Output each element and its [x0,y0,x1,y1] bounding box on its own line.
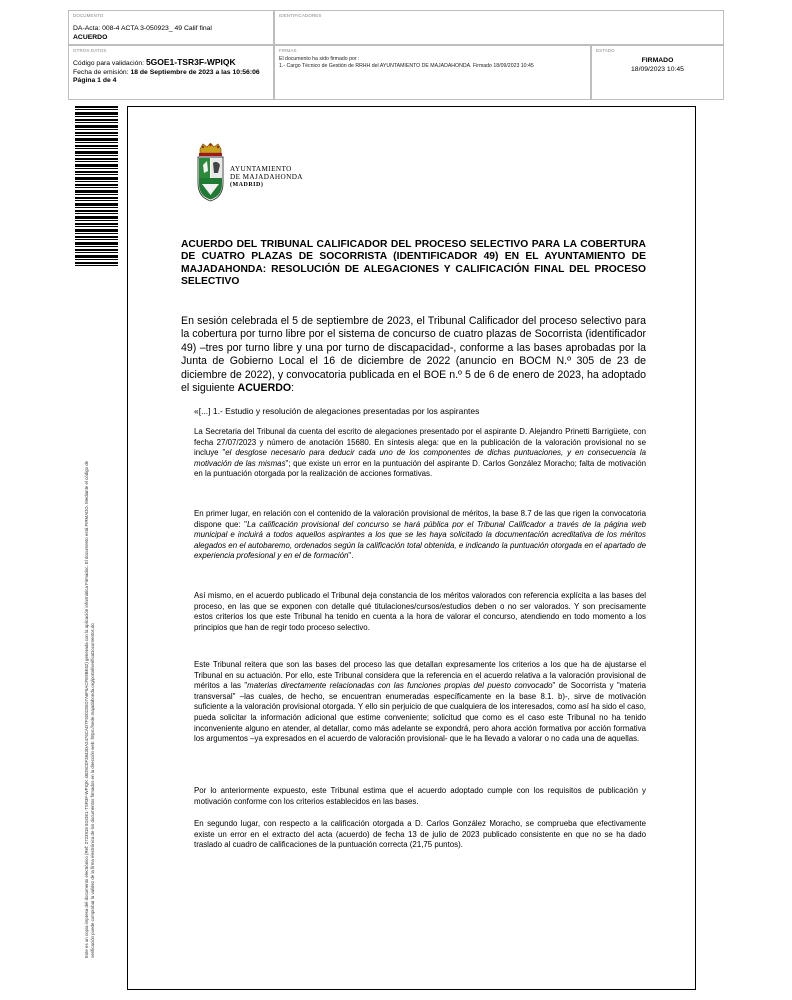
paragraph-1 [194,427,646,480]
p2-text-a: En primer lugar, en relación con el contenido de la valoración provisional de méritos, la base 8.7 de las que rigen la convocatoria dispone que: " [194,509,646,529]
paragraph-3: Así mismo, en el acuerdo publicado el Tribunal deja constancia de los méritos valorados con referencia explícita a las bases del proceso, en las que se exponen con detalle qué titulaciones/cursos/estudios deben o no ser valorados. Y son precisamente estos criterios los que este Tribunal ha tenido en cuenta a la hora de valorar el concurso, atendiendo en todo momento a los principios que han de regir todo proceso selectivo. [194,591,646,632]
paragraph-4 [194,660,646,745]
coat-of-arms-icon [194,143,227,203]
intro-bold: ACUERDO [237,382,292,395]
firmas-box [274,45,591,100]
firmas-line1: El documento ha sido firmado por : [279,56,360,62]
estado-value: FIRMADO [641,57,674,64]
document-title: ACUERDO DEL TRIBUNAL CALIFICADOR DEL PROCESO SELECTIVO PARA LA COBERTURA DE CUATRO PLAZAS DE SOCORRISTA (IDENTIFICADOR 49) EN EL AYUNTAMIENTO DE MAJADAHONDA: RESOLUCIÓN DE ALEGACIONES Y CALIFICACIÓN FINAL DEL PROCESO SELECTIVO [181,239,646,288]
item-heading: «[...] 1.- Estudio y resolución de alegaciones presentadas por los aspirantes [194,406,480,416]
fecha-label: Fecha de emisión: [73,68,129,76]
intro-text: En sesión celebrada el 5 de septiembre de 2023, el Tribunal Calificador del proceso selectivo para la cobertura por turno libre por el sistema de concurso de cuatro plazas de Socorrista (identificador 49) –tres por turno libre y una por turno de discapacidad-, conforme a las bases aprobadas por la Junta de Gobierno Local el 16 de diciembre de 2022 (anuncio en BOCM N.º 305 de 23 de diciembre de 2022), y convocatoria publicada en el BOE n.º 5 de 6 de enero de 2023, ha adoptado el siguiente [181,315,646,395]
side-text-line1: Este es un copia impresa del documento electrónico (Ref: 2723918 5GOE1-TSR3F-WPIQK 45D9C0F3843DA2476CAD7F92022ED7A6F5ACFE9BE62) generada con la aplicación informática Firmadoc. El documento está FIRMADO. Mediante el código de [84,460,89,958]
logo-line2: DE MAJADAHONDA [230,172,303,181]
fecha-value: 18 de Septiembre de 2023 a las 10:56:06 [130,68,260,76]
pagina-indicator: Página 1 de 4 [73,77,117,84]
codigo-label: Código para validación: [73,60,145,67]
p4-quote: materias directamente relacionadas con las funciones propias del puesto convocado [247,681,553,691]
side-text-line2: verificación puede comprobar la validez de la firma electrónica de los documentos firmados en la dirección web: https://sede.majadahonda.org/portal/verificaDocumentos.do [90,623,95,958]
estado-box [591,45,724,100]
p4-text-a: Este Tribunal reitera que son las bases del proceso las que detallan expresamente los criterios a los que ha de ajustarse el Tribunal en su actuación. Por ello, este Tribunal considera que la referencia en el acuerdo relativa a la valoración provisional de méritos a las " [194,660,646,691]
paragraph-6: En segundo lugar, con respecto a la calificación otorgada a D. Carlos González Moracho, se comprueba que efectivamente existe un error en el extracto del acta (acuerdo) de fecha 13 de julio de 2023 publicado consistente en que no se ha dado traslado al cuadro de calificaciones de la puntuación correcta (21,75 puntos). [194,819,646,850]
identificadores-box [274,10,724,45]
intro-paragraph [181,315,646,395]
p2-text-b: ". [348,551,354,561]
documento-line1: DA-Acta: 008-4 ACTA 3-050923_ 49 Calif final [73,25,212,32]
p1-quote: el desglose necesario para deducir cada uno de los componentes de dichas puntuaciones, y en consecuencia la motivación de las mismas [194,448,646,468]
estado-label: ESTADO [596,48,615,53]
verification-side-text [84,461,96,958]
intro-end: : [291,382,295,395]
documento-label: DOCUMENTO [73,13,104,18]
documento-box [68,10,274,45]
p2-quote: La calificación provisional del concurso se hará pública por el Tribunal Calificador a través de la página web municipal e incluirá a todos aquellos aspirantes a los que se les haya solicitado la documentación acreditativa de los méritos alegados en el autobaremo, ordenados según la calificación total obtenida, e indicando la puntuación otorgada en el apartado de experiencia profesional y en el de formación [194,519,647,561]
p1-text-a: La Secretaria del Tribunal da cuenta del escrito de alegaciones presentado por el aspirante D. Alejandro Prinetti Barrigüete, con fecha 27/07/2023 y número de anotación 15680. En síntesis alega: que en la publicación de la valoración provisional no se incluye " [194,427,646,458]
firmas-line2: 1.- Cargo Técnico de Gestión de RRHH del AYUNTAMIENTO DE MAJADAHONDA. Firmado 18/09/2023 10:45 [279,63,534,69]
municipality-logo-text [230,166,303,189]
documento-line2: ACUERDO [73,34,108,41]
barcode-icon [75,106,118,266]
p4-text-b: " de Socorrista y "materia transversal" –las cuales, de hecho, se encuentran enumeradas específicamente en la base 8.1. b)-, sirve de motivación suficiente a la valoración provisional otorgada. Y ello sin perjuicio de que cualquiera de los interesados, como así ha sido el caso, pueda solicitar la información adicional que estime conveniente; solicitud que como es el caso este Tribunal no ha tenido inconveniente alguno en atender, al detallar, como más adelante se expondrá, pero ahora acción formativa por acción formativa los argumentos –ya expresados en el acuerdo de valoración provisional- que le ha llevado a valorar o no cada una de aquellas. [194,681,646,744]
identificadores-label: IDENTIFICADORES [279,13,322,18]
estado-date: 18/09/2023 10:45 [631,66,684,73]
firmas-label: FIRMAS [279,48,297,53]
paragraph-2 [194,509,646,562]
p1-text-b: "; que existe un error en la puntuación del aspirante D. Carlos González Moracho; falta de motivación en la puntuación otorgada por la realización de acciones formativas. [194,458,646,479]
logo-line3: (MADRID) [230,181,264,188]
paragraph-5: Por lo anteriormente expuesto, este Tribunal estima que el acuerdo adoptado cumple con los requisitos de publicación y motivación conforme con los criterios establecidos en las bases. [194,786,646,806]
codigo-value: 5GOE1-TSR3F-WPIQK [145,57,236,67]
otros-datos-box [68,45,274,100]
logo-line1: AYUNTAMIENTO [230,165,292,173]
otros-label: OTROS DATOS [73,48,107,53]
